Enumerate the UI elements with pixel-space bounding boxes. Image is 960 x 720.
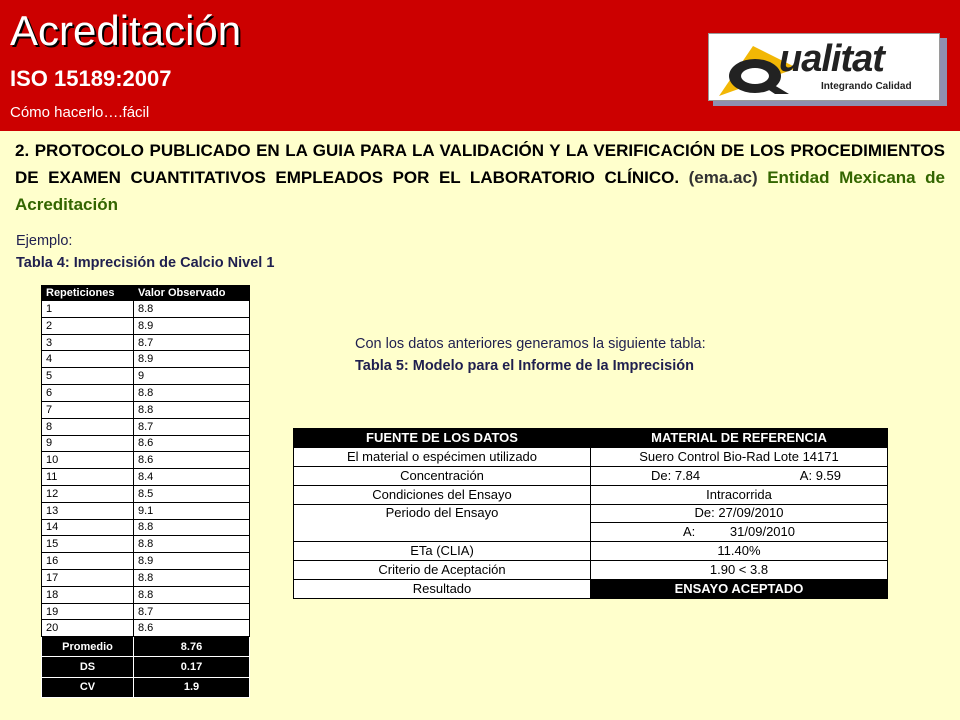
- standard-subtitle: ISO 15189:2007: [10, 66, 172, 91]
- protocol-paragraph: [15, 137, 945, 218]
- table4-row: [42, 317, 250, 334]
- table4-cell-valor: 8.9: [134, 553, 250, 570]
- table5-material-value: Suero Control Bio-Rad Lote 14171: [591, 447, 888, 466]
- table4-row: [42, 452, 250, 469]
- table4-cell-repeticion: 3: [42, 334, 134, 351]
- table5-period-to-group: [591, 524, 887, 540]
- table4-summary-row: [42, 677, 250, 697]
- intro-text: Con los datos anteriores generamos la siguiente tabla:: [355, 336, 706, 352]
- table4-summary-value: 8.76: [134, 637, 250, 657]
- table4-cell-valor: 8.7: [134, 334, 250, 351]
- table4-cell-repeticion: 13: [42, 502, 134, 519]
- page-title: Acreditación: [10, 7, 242, 54]
- table5-concentration-label: Concentración: [294, 466, 591, 485]
- table4-cell-valor: 8.8: [134, 586, 250, 603]
- table4-row: [42, 502, 250, 519]
- table4-cell-repeticion: 2: [42, 317, 134, 334]
- table4-title: Tabla 4: Imprecisión de Calcio Nivel 1: [16, 255, 275, 271]
- table4-row: [42, 334, 250, 351]
- table5-material-label: El material o espécimen utilizado: [294, 447, 591, 466]
- table5-period-to: 31/09/2010: [729, 524, 795, 540]
- table5-period-label: Periodo del Ensayo: [294, 504, 591, 542]
- table4-row: [42, 435, 250, 452]
- table4-summary-label: DS: [42, 657, 134, 677]
- table4-row: [42, 586, 250, 603]
- table4-row: [42, 519, 250, 536]
- protocol-acronym: (ema.ac): [688, 168, 758, 187]
- table4-cell-valor: 8.8: [134, 536, 250, 553]
- table4-cell-valor: 9.1: [134, 502, 250, 519]
- table4-cell-repeticion: 12: [42, 485, 134, 502]
- table4-header-valor: Valor Observado: [134, 286, 250, 301]
- table4-row: [42, 485, 250, 502]
- table4-cell-repeticion: 15: [42, 536, 134, 553]
- table4-cell-repeticion: 18: [42, 586, 134, 603]
- table4-row: [42, 570, 250, 587]
- table4-cell-repeticion: 6: [42, 385, 134, 402]
- table4-row: [42, 603, 250, 620]
- table4-row: [42, 368, 250, 385]
- example-label: Ejemplo:: [16, 233, 73, 249]
- table4-cell-repeticion: 1: [42, 301, 134, 318]
- table4-body: [42, 301, 250, 698]
- qualitat-logo: [708, 33, 940, 101]
- protocol-text: 2. PROTOCOLO PUBLICADO EN LA GUIA PARA LA VALIDACIÓN Y LA VERIFICACIÓN DE LOS PROCEDIMIENTOS DE EXAMEN CUANTITATIVOS EMPLEADOS POR EL LABORATORIO CLÍNICO.: [15, 141, 945, 187]
- table5-title: Tabla 5: Modelo para el Informe de la Imprecisión: [355, 358, 694, 374]
- table4-row: [42, 385, 250, 402]
- table5-eta-value: 11.40%: [591, 542, 888, 561]
- table4-cell-valor: 8.7: [134, 603, 250, 620]
- table5-conditions-value: Intracorrida: [591, 485, 888, 504]
- tagline: Cómo hacerlo….fácil: [10, 104, 150, 121]
- header-band: [0, 0, 960, 131]
- logo-slogan: Integrando Calidad: [821, 81, 912, 92]
- table4-cell-repeticion: 5: [42, 368, 134, 385]
- table4-cell-valor: 8.8: [134, 401, 250, 418]
- table4-cell-valor: 8.5: [134, 485, 250, 502]
- table5-period-to-cell: [591, 523, 888, 542]
- table4-imprecision: [41, 285, 250, 698]
- table4-row: [42, 553, 250, 570]
- table4-cell-repeticion: 4: [42, 351, 134, 368]
- table5-row-conditions: [294, 485, 888, 504]
- table4-cell-valor: 8.6: [134, 452, 250, 469]
- table4-cell-valor: 8.7: [134, 418, 250, 435]
- table5-result-value: ENSAYO ACEPTADO: [591, 580, 888, 599]
- table4-cell-repeticion: 9: [42, 435, 134, 452]
- table4-header-row: [42, 286, 250, 301]
- table4-cell-valor: 8.8: [134, 570, 250, 587]
- table4-cell-repeticion: 16: [42, 553, 134, 570]
- logo-wordmark: ualitat: [779, 38, 884, 80]
- table5-criteria-value: 1.90 < 3.8: [591, 561, 888, 580]
- table4-cell-repeticion: 7: [42, 401, 134, 418]
- table5-result-label: Resultado: [294, 580, 591, 599]
- table4-cell-valor: 8.8: [134, 301, 250, 318]
- table4-cell-repeticion: 8: [42, 418, 134, 435]
- table5-row-result: [294, 580, 888, 599]
- table4-cell-repeticion: 11: [42, 469, 134, 486]
- table4-cell-valor: 9: [134, 368, 250, 385]
- table5-period-from: De: 27/09/2010: [591, 504, 888, 523]
- table4-summary-value: 0.17: [134, 657, 250, 677]
- table4-row: [42, 536, 250, 553]
- table4-header-repeticiones: Repeticiones: [42, 286, 134, 301]
- table5-report-model: [293, 428, 888, 599]
- table4-cell-valor: 8.9: [134, 317, 250, 334]
- table4-row: [42, 301, 250, 318]
- table4-summary-label: CV: [42, 677, 134, 697]
- table4-row: [42, 351, 250, 368]
- table4-cell-repeticion: 20: [42, 620, 134, 637]
- table5-criteria-label: Criterio de Aceptación: [294, 561, 591, 580]
- table4-cell-valor: 8.6: [134, 435, 250, 452]
- table4-cell-valor: 8.6: [134, 620, 250, 637]
- table5-row-period-start: [294, 504, 888, 523]
- table4-row: [42, 401, 250, 418]
- table5-row-concentration: [294, 466, 888, 485]
- table4-cell-repeticion: 19: [42, 603, 134, 620]
- table4-cell-valor: 8.8: [134, 385, 250, 402]
- table5-header-fuente: FUENTE DE LOS DATOS: [294, 429, 591, 448]
- table4-row: [42, 418, 250, 435]
- table4-row: [42, 469, 250, 486]
- table5-header-material: MATERIAL DE REFERENCIA: [591, 429, 888, 448]
- table4-summary-label: Promedio: [42, 637, 134, 657]
- table5-concentration-cell: [591, 466, 888, 485]
- table5-conditions-label: Condiciones del Ensayo: [294, 485, 591, 504]
- table5-row-eta: [294, 542, 888, 561]
- table5-header-row: [294, 429, 888, 448]
- table4-cell-valor: 8.8: [134, 519, 250, 536]
- table5-concentration-range: [591, 468, 887, 484]
- table4-cell-repeticion: 17: [42, 570, 134, 587]
- table5-eta-label: ETa (CLIA): [294, 542, 591, 561]
- table4-cell-repeticion: 14: [42, 519, 134, 536]
- table4-cell-valor: 8.4: [134, 469, 250, 486]
- protocol-entity: Entidad Mexicana de Acreditación: [15, 168, 945, 214]
- table4-cell-valor: 8.9: [134, 351, 250, 368]
- table5-concentration-from: De: 7.84: [651, 467, 701, 483]
- table5-row-material: [294, 447, 888, 466]
- table4-row: [42, 620, 250, 637]
- table5-concentration-to: A: 9.59: [799, 467, 841, 483]
- table4-summary-value: 1.9: [134, 677, 250, 697]
- table4-summary-row: [42, 657, 250, 677]
- table5-row-criteria: [294, 561, 888, 580]
- table4-summary-row: [42, 637, 250, 657]
- table4-cell-repeticion: 10: [42, 452, 134, 469]
- table5-period-to-label: A:: [683, 524, 696, 540]
